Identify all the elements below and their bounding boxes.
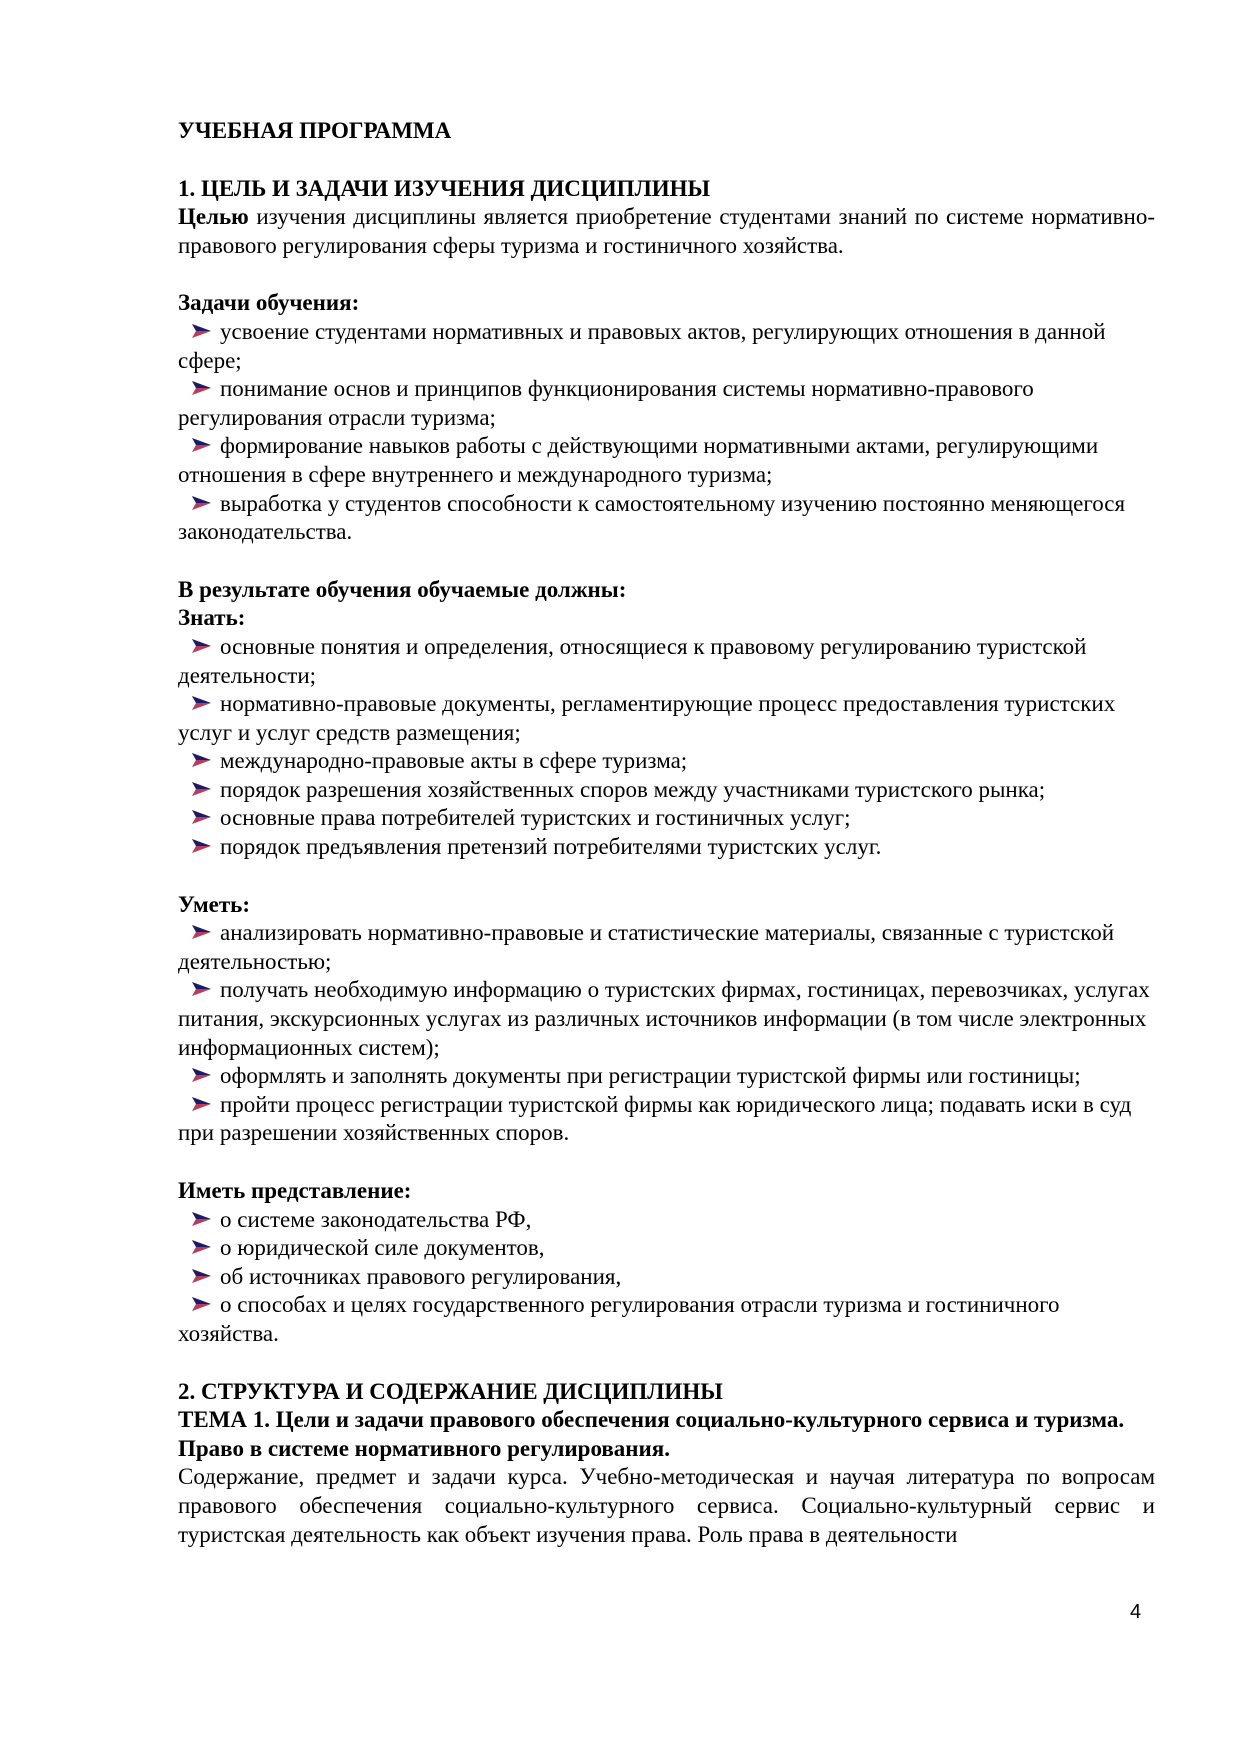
goal-text: изучения дисциплины является приобретение студентами знаний по системе нормативно-правового регулирования сферы туризма и гостиничного хозяйства.: [178, 204, 1155, 258]
arrow-flag-icon: [190, 981, 212, 997]
arrow-flag-icon: [190, 781, 212, 797]
list-item-text: основные понятия и определения, относящиеся к правовому регулированию туристской деятельности;: [178, 633, 1087, 688]
idea-heading: Иметь представление:: [178, 1178, 412, 1203]
list-item: [178, 1062, 1155, 1091]
list-item: [178, 690, 1155, 747]
idea-list: [178, 1206, 1155, 1349]
arrow-flag-icon: [190, 638, 212, 654]
list-item-text: понимание основ и принципов функционирования системы нормативно-правового регулирования отрасли туризма;: [178, 376, 1034, 430]
list-item-text: о юридической силе документов,: [220, 1235, 545, 1261]
list-item-text: порядок разрешения хозяйственных споров между участниками туристского рынка;: [220, 776, 1046, 802]
page-number: 4: [1130, 1601, 1142, 1623]
know-list: [178, 633, 1155, 862]
list-item-text: о способах и целях государственного регулирования отрасли туризма и гостиничного хозяйства.: [178, 1292, 1060, 1346]
list-item-text: об источниках правового регулирования,: [220, 1263, 622, 1289]
arrow-flag-icon: [190, 1067, 212, 1083]
list-item-text: пройти процесс регистрации туристской фирмы как юридического лица; подавать иски в суд при разрешении хозяйственных споров.: [178, 1091, 1132, 1146]
list-item: [178, 804, 1155, 833]
arrow-flag-icon: [190, 1268, 212, 1284]
list-item: [178, 1206, 1155, 1235]
goal-bold: Целью: [178, 204, 249, 230]
arrow-flag-icon: [190, 838, 212, 854]
list-item-text: выработка у студентов способности к самостоятельному изучению постоянно меняющегося законодательства.: [178, 490, 1126, 545]
arrow-flag-icon: [190, 1096, 212, 1112]
arrow-flag-icon: [190, 1211, 212, 1227]
list-item: [178, 432, 1155, 489]
tasks-heading: Задачи обучения:: [178, 290, 360, 316]
goal-paragraph: [178, 203, 1155, 260]
list-item-text: формирование навыков работы с действующими нормативными актами, регулирующими отношения в сфере внутреннего и международного туризма;: [178, 433, 1099, 487]
results-heading: В результате обучения обучаемые должны:: [178, 576, 627, 602]
arrow-flag-icon: [190, 437, 212, 453]
arrow-flag-icon: [190, 809, 212, 825]
list-item-text: анализировать нормативно-правовые и статистические материалы, связанные с туристской деятельностью;: [178, 920, 1115, 974]
doc-title: УЧЕБНАЯ ПРОГРАММА: [178, 118, 452, 143]
list-item-text: нормативно-правовые документы, регламентирующие процесс предоставления туристских услуг и услуг средств размещения;: [178, 691, 1116, 745]
topic1-title: ТЕМА 1. Цели и задачи правового обеспечения социально-культурного сервиса и туризма. Право в системе нормативного регулирования.: [178, 1407, 1125, 1461]
arrow-flag-icon: [190, 323, 212, 339]
list-item-text: о системе законодательства РФ,: [220, 1206, 532, 1232]
list-item-text: основные права потребителей туристских и гостиничных услуг;: [220, 805, 851, 831]
section1-heading: 1. ЦЕЛЬ И ЗАДАЧИ ИЗУЧЕНИЯ ДИСЦИПЛИНЫ: [178, 175, 711, 201]
list-item: [178, 976, 1155, 1062]
list-item: [178, 833, 1155, 862]
list-item: [178, 633, 1155, 690]
topic1-text: Содержание, предмет и задачи курса. Учебно-методическая и научая литература по вопросам правового обеспечения социально-культурного сервиса. Социально-культурный сервис и туристская деятельность как объект изучения права. Роль права в деятельности: [178, 1464, 1155, 1547]
list-item: [178, 1263, 1155, 1292]
tasks-list: [178, 318, 1155, 547]
list-item: [178, 919, 1155, 976]
list-item: [178, 747, 1155, 776]
can-list: [178, 919, 1155, 1148]
arrow-flag-icon: [190, 380, 212, 396]
document-page: [178, 117, 1155, 1549]
arrow-flag-icon: [190, 752, 212, 768]
arrow-flag-icon: [190, 1296, 212, 1312]
section2-heading: 2. СТРУКТУРА И СОДЕРЖАНИЕ ДИСЦИПЛИНЫ: [178, 1378, 723, 1404]
list-item: [178, 375, 1155, 432]
arrow-flag-icon: [190, 495, 212, 511]
list-item: [178, 318, 1155, 375]
list-item: [178, 1091, 1155, 1148]
arrow-flag-icon: [190, 695, 212, 711]
list-item-text: международно-правовые акты в сфере туризма;: [220, 748, 688, 774]
list-item-text: усвоение студентами нормативных и правовых актов, регулирующих отношения в данной сфере;: [178, 318, 1106, 373]
list-item-text: получать необходимую информацию о туристских фирмах, гостиницах, перевозчиках, услугах питания, экскурсионных услугах из различных источников информации (в том числе электронных информационных систем);: [178, 977, 1150, 1060]
arrow-flag-icon: [190, 924, 212, 940]
arrow-flag-icon: [190, 1239, 212, 1255]
list-item-text: порядок предъявления претензий потребителями туристских услуг.: [220, 834, 882, 860]
list-item: [178, 1234, 1155, 1263]
list-item: [178, 1291, 1155, 1348]
list-item: [178, 776, 1155, 805]
can-heading: Уметь:: [178, 891, 250, 917]
list-item-text: оформлять и заполнять документы при регистрации туристской фирмы или гостиницы;: [220, 1063, 1081, 1089]
list-item: [178, 490, 1155, 547]
know-heading: Знать:: [178, 605, 246, 631]
